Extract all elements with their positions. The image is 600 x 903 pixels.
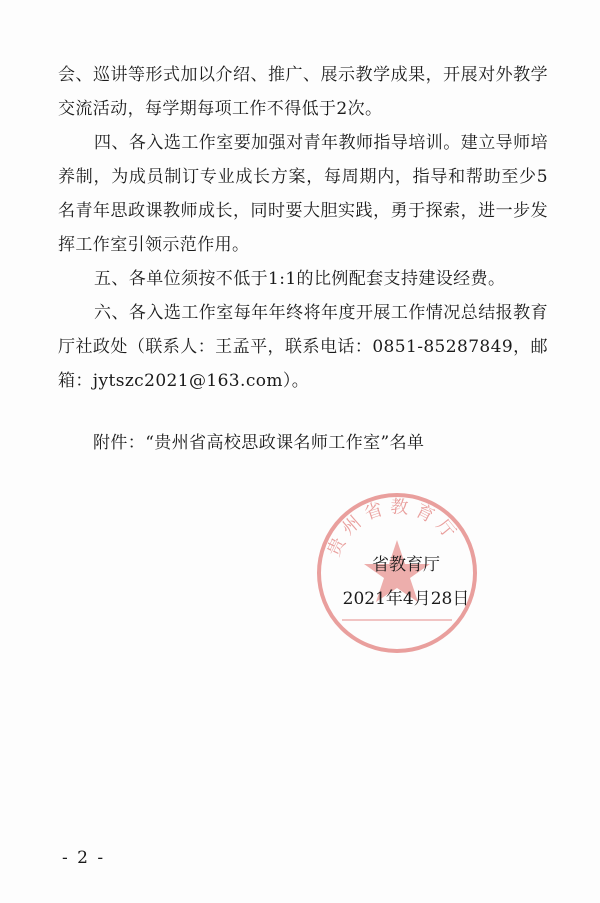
svg-text:贵州省教育厅: 贵州省教育厅 <box>323 496 464 560</box>
signature-organization: 省教育厅 <box>372 555 440 575</box>
paragraph-4: 六、各入选工作室每年年终将年度开展工作情况总结报教育厅社政处（联系人：王孟平，联系电话：0851-85287849，邮箱：jytszc2021@163.com）。 <box>58 303 548 391</box>
page-number: - 2 - <box>62 848 106 868</box>
paragraph-2: 四、各入选工作室要加强对青年教师指导培训。建立导师培养制，为成员制订专业成长方案，每周期内，指导和帮助至少5名青年思政课教师成长，同时要大胆实践，勇于探索，进一步发挥工作室引领示范作用。 <box>58 133 548 255</box>
signature-date: 2021年4月28日 <box>342 589 470 609</box>
paragraph-1: 会、巡讲等形式加以介绍、推广、展示教学成果，开展对外教学交流活动，每学期每项工作不得低于2次。 <box>58 65 548 119</box>
signature-block <box>336 548 476 616</box>
document-body <box>58 58 548 398</box>
paragraph-3: 五、各单位须按不低于1:1的比例配套支持建设经费。 <box>94 269 506 289</box>
attachment-line: 附件：“贵州省高校思政课名师工作室”名单 <box>93 433 425 453</box>
